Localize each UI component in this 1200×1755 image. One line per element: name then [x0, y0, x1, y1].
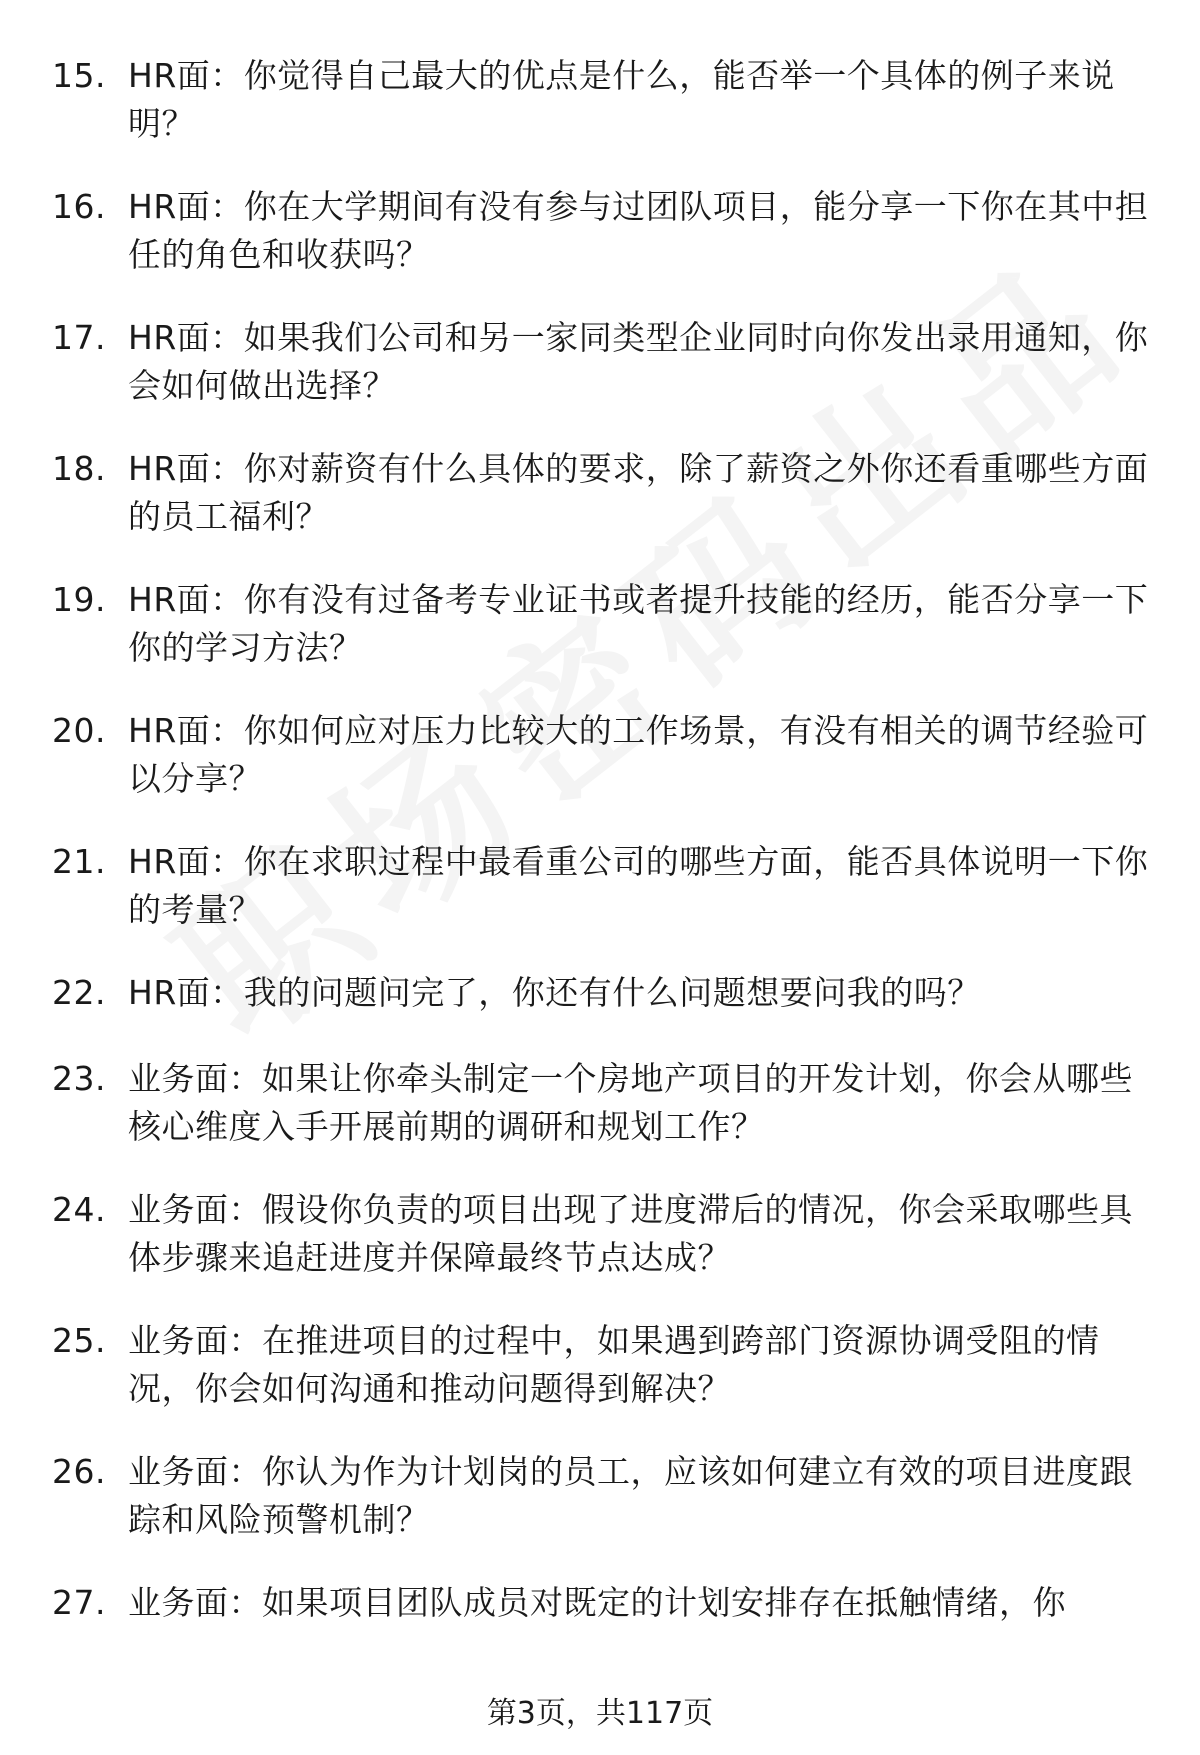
- list-item: [0, 1448, 1200, 1579]
- question-text: HR面：你觉得自己最大的优点是什么，能否举一个具体的例子来说明？: [128, 56, 1115, 143]
- question-number: 15.: [52, 56, 106, 95]
- list-item: [0, 52, 1200, 183]
- list-item: [0, 314, 1200, 445]
- list-item: [0, 838, 1200, 969]
- question-text: 业务面：在推进项目的过程中，如果遇到跨部门资源协调受阻的情况，你会如何沟通和推动问题得到解决？: [128, 1321, 1100, 1408]
- question-text: 业务面：如果让你牵头制定一个房地产项目的开发计划，你会从哪些核心维度入手开展前期的调研和规划工作？: [128, 1059, 1133, 1146]
- list-item: [0, 1186, 1200, 1317]
- question-text: HR面：我的问题问完了，你还有什么问题想要问我的吗？: [128, 973, 981, 1012]
- question-list: [0, 52, 1200, 1710]
- question-number: 16.: [52, 187, 106, 226]
- question-number: 27.: [52, 1583, 106, 1622]
- question-text: HR面：你如何应对压力比较大的工作场景，有没有相关的调节经验可以分享？: [128, 711, 1149, 798]
- question-text: HR面：你在求职过程中最看重公司的哪些方面，能否具体说明一下你的考量？: [128, 842, 1149, 929]
- list-item: [0, 1579, 1200, 1710]
- list-item: [0, 707, 1200, 838]
- question-number: 25.: [52, 1321, 106, 1360]
- question-number: 21.: [52, 842, 106, 881]
- question-number: 23.: [52, 1059, 106, 1098]
- list-item: [0, 183, 1200, 314]
- list-item: [0, 576, 1200, 707]
- question-number: 22.: [52, 973, 106, 1012]
- list-item: [0, 969, 1200, 1055]
- list-item: [0, 1055, 1200, 1186]
- question-text: HR面：你对薪资有什么具体的要求，除了薪资之外你还看重哪些方面的员工福利？: [128, 449, 1149, 536]
- list-item: [0, 445, 1200, 576]
- question-number: 17.: [52, 318, 106, 357]
- question-text: HR面：你在大学期间有没有参与过团队项目，能分享一下你在其中担任的角色和收获吗？: [128, 187, 1149, 274]
- question-text: 业务面：你认为作为计划岗的员工，应该如何建立有效的项目进度跟踪和风险预警机制？: [128, 1452, 1133, 1539]
- page-footer: 第3页，共117页: [486, 1696, 714, 1731]
- question-text: 业务面：如果项目团队成员对既定的计划安排存在抵触情绪，你: [128, 1583, 1066, 1622]
- question-number: 18.: [52, 449, 106, 488]
- question-number: 24.: [52, 1190, 106, 1229]
- question-number: 26.: [52, 1452, 106, 1491]
- question-text: 业务面：假设你负责的项目出现了进度滞后的情况，你会采取哪些具体步骤来追赶进度并保障最终节点达成？: [128, 1190, 1133, 1277]
- question-number: 19.: [52, 580, 106, 619]
- question-number: 20.: [52, 711, 106, 750]
- list-item: [0, 1317, 1200, 1448]
- question-text: HR面：你有没有过备考专业证书或者提升技能的经历，能否分享一下你的学习方法？: [128, 580, 1149, 667]
- question-text: HR面：如果我们公司和另一家同类型企业同时向你发出录用通知，你会如何做出选择？: [128, 318, 1149, 405]
